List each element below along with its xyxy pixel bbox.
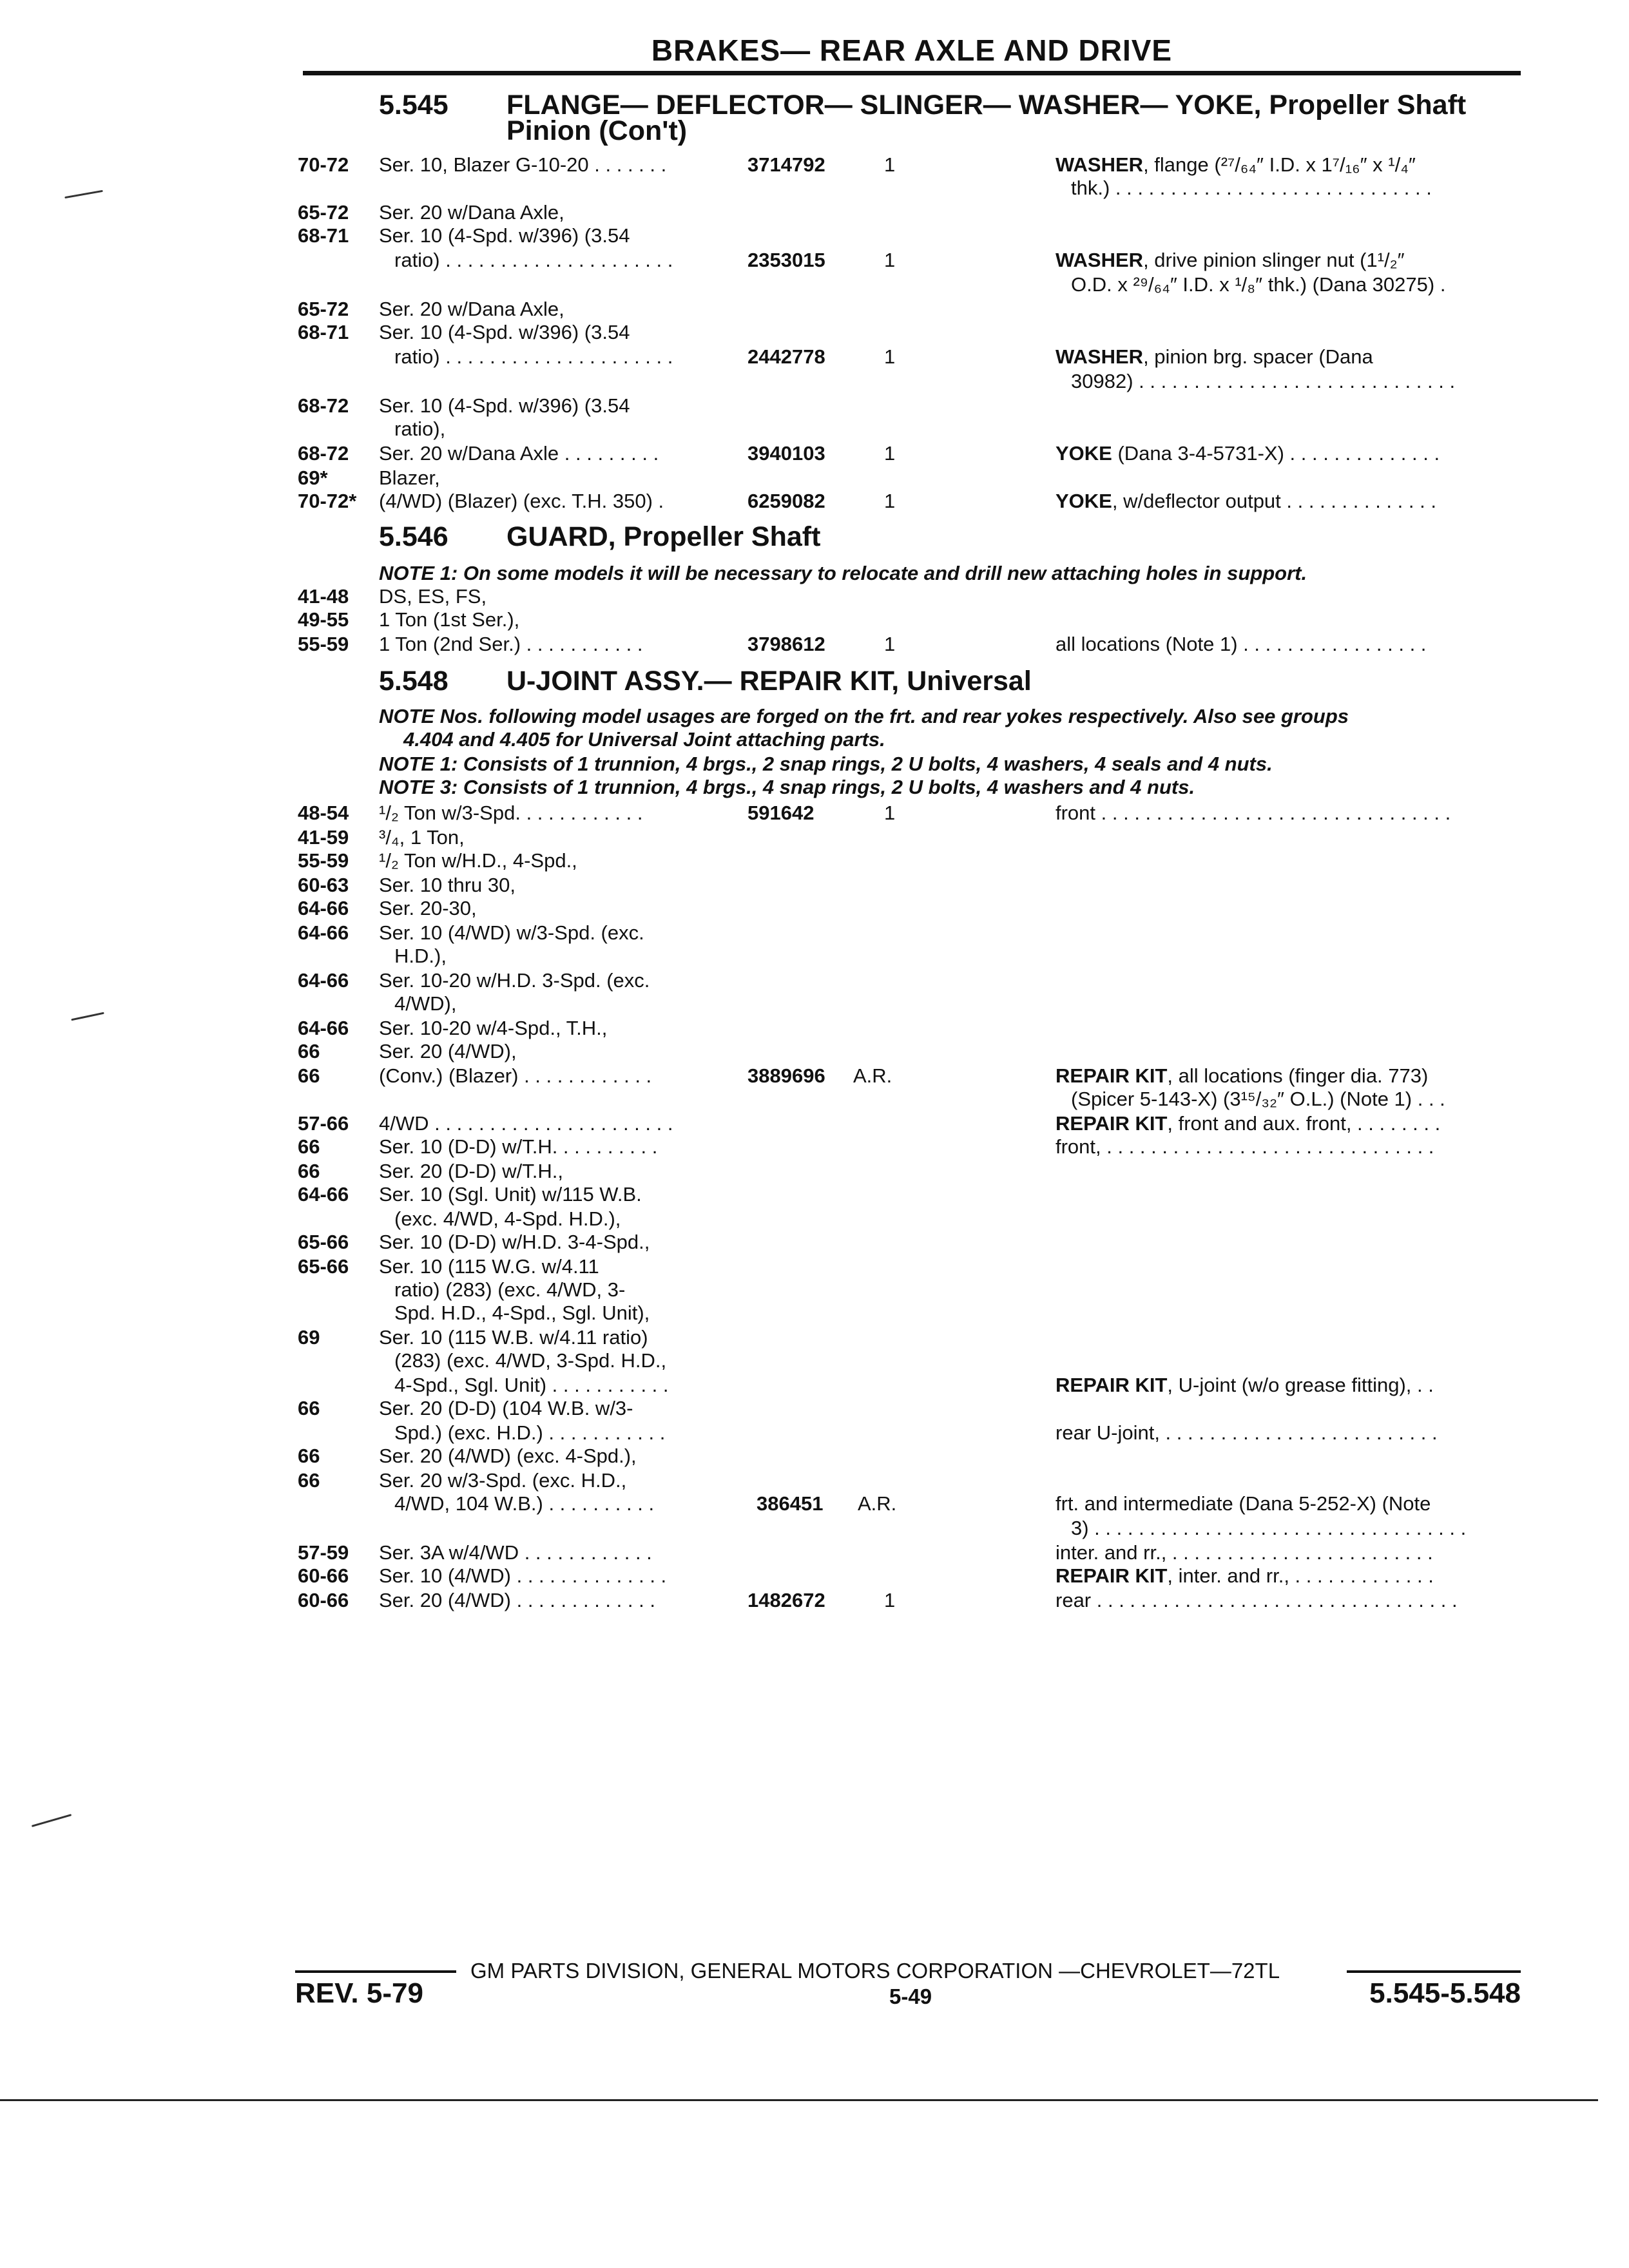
scan-mark <box>71 1012 104 1021</box>
description-cont: O.D. x ²⁹/₆₄″ I.D. x ¹/₈″ thk.) (Dana 30275) . <box>1071 273 1446 296</box>
model-usage: Ser. 10 (4-Spd. w/396) (3.54 <box>379 321 630 343</box>
year-range: 60-63 <box>298 874 349 896</box>
year-range: 66 <box>298 1135 320 1158</box>
year-range: 64-66 <box>298 921 349 944</box>
model-usage: ¹/₂ Ton w/H.D., 4-Spd., <box>379 849 577 872</box>
year-range: 65-66 <box>298 1255 349 1278</box>
model-usage: Ser. 20 w/3-Spd. (exc. H.D., <box>379 1469 627 1492</box>
model-usage: Ser. 10 thru 30, <box>379 874 516 896</box>
page-header-title: BRAKES— REAR AXLE AND DRIVE <box>651 34 1173 67</box>
model-usage-cont: 4-Spd., Sgl. Unit) . . . . . . . . . . . <box>394 1374 669 1396</box>
model-usage: Ser. 20 w/Dana Axle, <box>379 298 564 320</box>
description-cont: 3) . . . . . . . . . . . . . . . . . . . . . . . . . . . . . . . . . . <box>1071 1517 1467 1539</box>
year-range: 66 <box>298 1469 320 1492</box>
footer-page-number: 5-49 <box>889 1984 932 2008</box>
description-cont: (Spicer 5-143-X) (3¹⁵/₃₂″ O.L.) (Note 1) . . . <box>1071 1088 1445 1110</box>
description: front . . . . . . . . . . . . . . . . . . . . . . . . . . . . . . . . <box>1055 802 1451 824</box>
model-usage: Ser. 10 (4-Spd. w/396) (3.54 <box>379 394 630 417</box>
year-range: 66 <box>298 1064 320 1087</box>
model-usage: Blazer, <box>379 466 440 489</box>
model-usage-cont: ratio) . . . . . . . . . . . . . . . . . . . . . <box>394 249 673 271</box>
section-number: 5.546 <box>379 521 448 552</box>
part-number: 1482672 <box>747 1589 825 1611</box>
model-usage: Ser. 10-20 w/H.D. 3-Spd. (exc. <box>379 969 650 992</box>
model-usage: Ser. 10 (D-D) w/H.D. 3-4-Spd., <box>379 1231 650 1253</box>
model-usage: Ser. 20 (D-D) (104 W.B. w/3- <box>379 1397 633 1419</box>
year-range: 64-66 <box>298 1183 349 1206</box>
model-usage: Ser. 3A w/4/WD . . . . . . . . . . . . <box>379 1541 652 1564</box>
part-number: 3798612 <box>747 633 825 655</box>
footer-publisher: GM PARTS DIVISION, GENERAL MOTORS CORPORATION —CHEVROLET—72TL <box>470 1959 1280 1983</box>
model-usage: Ser. 20 (4/WD) (exc. 4-Spd.), <box>379 1445 637 1467</box>
year-range: 69 <box>298 1326 320 1349</box>
model-usage-cont: H.D.), <box>394 945 447 967</box>
part-number: 6259082 <box>747 490 825 512</box>
model-usage: Ser. 10 (4/WD) . . . . . . . . . . . . . . <box>379 1564 667 1587</box>
year-range: 65-72 <box>298 201 349 224</box>
description: all locations (Note 1) . . . . . . . . . . . . . . . . . <box>1055 633 1427 655</box>
description: REPAIR KIT, U-joint (w/o grease fitting), . . <box>1055 1374 1434 1396</box>
section-note: NOTE 1: Consists of 1 trunnion, 4 brgs., 2 snap rings, 2 U bolts, 4 washers, 4 seals and 4 nuts. <box>379 753 1273 775</box>
section-note: NOTE Nos. following model usages are forged on the frt. and rear yokes respectively. Also see groups <box>379 705 1349 727</box>
year-range: 64-66 <box>298 1017 349 1039</box>
year-range: 68-72 <box>298 394 349 417</box>
year-range: 41-48 <box>298 585 349 608</box>
model-usage: Ser. 20 w/Dana Axle . . . . . . . . . <box>379 442 659 465</box>
part-number: 591642 <box>747 802 815 824</box>
model-usage: DS, ES, FS, <box>379 585 487 608</box>
description: REPAIR KIT, all locations (finger dia. 773) <box>1055 1064 1429 1087</box>
description: REPAIR KIT, front and aux. front, . . . . . . . . <box>1055 1112 1441 1135</box>
part-number: 2353015 <box>747 249 825 271</box>
year-range: 65-66 <box>298 1231 349 1253</box>
quantity: 1 <box>884 1589 896 1611</box>
quantity: 1 <box>884 345 896 368</box>
part-number: 3940103 <box>747 442 825 465</box>
year-range: 55-59 <box>298 849 349 872</box>
section-note: NOTE 1: On some models it will be necessary to relocate and drill new attaching holes in support. <box>379 562 1307 584</box>
model-usage-cont: 4/WD, 104 W.B.) . . . . . . . . . . <box>394 1492 655 1515</box>
model-usage: (4/WD) (Blazer) (exc. T.H. 350) . <box>379 490 664 512</box>
footer-revision: REV. 5-79 <box>295 1977 423 2009</box>
model-usage-cont: Spd.) (exc. H.D.) . . . . . . . . . . . <box>394 1421 666 1444</box>
header-rule <box>303 71 1521 75</box>
model-usage: Ser. 10 (D-D) w/T.H. . . . . . . . . . <box>379 1135 658 1158</box>
scan-mark <box>32 1814 72 1827</box>
description: REPAIR KIT, inter. and rr., . . . . . . . . . . . . . <box>1055 1564 1434 1587</box>
section-note: NOTE 3: Consists of 1 trunnion, 4 brgs., 4 snap rings, 2 U bolts, 4 washers and 4 nuts. <box>379 776 1195 798</box>
model-usage: Ser. 10, Blazer G-10-20 . . . . . . . <box>379 153 667 176</box>
description: YOKE (Dana 3-4-5731-X) . . . . . . . . . . . . . . <box>1055 442 1440 465</box>
model-usage: (Conv.) (Blazer) . . . . . . . . . . . . <box>379 1064 652 1087</box>
year-range: 66 <box>298 1040 320 1062</box>
section-title: FLANGE— DEFLECTOR— SLINGER— WASHER— YOKE, Propeller Shaft <box>506 90 1467 120</box>
section-number: 5.545 <box>379 90 448 120</box>
year-range: 65-72 <box>298 298 349 320</box>
model-usage: Ser. 10 (115 W.G. w/4.11 <box>379 1255 599 1278</box>
description: rear U-joint, . . . . . . . . . . . . . . . . . . . . . . . . . <box>1055 1421 1438 1444</box>
year-range: 49-55 <box>298 608 349 631</box>
model-usage: Ser. 10 (115 W.B. w/4.11 ratio) <box>379 1326 648 1349</box>
description: inter. and rr., . . . . . . . . . . . . . . . . . . . . . . . . <box>1055 1541 1433 1564</box>
model-usage: Ser. 10 (4/WD) w/3-Spd. (exc. <box>379 921 644 944</box>
year-range: 55-59 <box>298 633 349 655</box>
model-usage: Ser. 20-30, <box>379 897 477 919</box>
quantity: A.R. <box>853 1064 892 1087</box>
quantity: 1 <box>884 249 896 271</box>
quantity: 1 <box>884 490 896 512</box>
year-range: 68-72 <box>298 442 349 465</box>
model-usage-cont: ratio) . . . . . . . . . . . . . . . . . . . . . <box>394 345 673 368</box>
scan-edge-line <box>0 2099 1598 2101</box>
model-usage: Ser. 10-20 w/4-Spd., T.H., <box>379 1017 608 1039</box>
description: rear . . . . . . . . . . . . . . . . . . . . . . . . . . . . . . . . . <box>1055 1589 1458 1611</box>
year-range: 68-71 <box>298 224 349 247</box>
section-title: U-JOINT ASSY.— REPAIR KIT, Universal <box>506 666 1032 697</box>
section-number: 5.548 <box>379 666 448 697</box>
part-number: 386451 <box>757 1492 824 1515</box>
model-usage: Ser. 20 (D-D) w/T.H., <box>379 1160 563 1182</box>
section-note-cont: 4.404 and 4.405 for Universal Joint attaching parts. <box>403 728 885 751</box>
quantity: 1 <box>884 633 896 655</box>
model-usage-cont: (exc. 4/WD, 4-Spd. H.D.), <box>394 1207 621 1230</box>
model-usage-cont: ratio) (283) (exc. 4/WD, 3- <box>394 1278 626 1301</box>
footer-rule-left <box>295 1970 456 1973</box>
year-range: 60-66 <box>298 1589 349 1611</box>
year-range: 48-54 <box>298 802 349 824</box>
year-range: 66 <box>298 1397 320 1419</box>
description: frt. and intermediate (Dana 5-252-X) (Note <box>1055 1492 1431 1515</box>
year-range: 57-59 <box>298 1541 349 1564</box>
model-usage: Ser. 20 (4/WD) . . . . . . . . . . . . . <box>379 1589 655 1611</box>
model-usage: 1 Ton (1st Ser.), <box>379 608 520 631</box>
description: front, . . . . . . . . . . . . . . . . . . . . . . . . . . . . . . <box>1055 1135 1434 1158</box>
model-usage: 4/WD . . . . . . . . . . . . . . . . . . . . . . <box>379 1112 673 1135</box>
model-usage-cont: (283) (exc. 4/WD, 3-Spd. H.D., <box>394 1349 667 1372</box>
description-cont: thk.) . . . . . . . . . . . . . . . . . . . . . . . . . . . . . <box>1071 177 1432 199</box>
description-cont: 30982) . . . . . . . . . . . . . . . . . . . . . . . . . . . . . <box>1071 370 1456 392</box>
model-usage: ¹/₂ Ton w/3-Spd. . . . . . . . . . . . <box>379 802 643 824</box>
quantity: A.R. <box>858 1492 897 1515</box>
scan-mark <box>64 190 103 198</box>
year-range: 68-71 <box>298 321 349 343</box>
description: WASHER, pinion brg. spacer (Dana <box>1055 345 1373 368</box>
model-usage-cont: Spd. H.D., 4-Spd., Sgl. Unit), <box>394 1302 650 1324</box>
quantity: 1 <box>884 153 896 176</box>
model-usage: ³/₄, 1 Ton, <box>379 826 465 849</box>
quantity: 1 <box>884 442 896 465</box>
year-range: 66 <box>298 1160 320 1182</box>
year-range: 57-66 <box>298 1112 349 1135</box>
model-usage: 1 Ton (2nd Ser.) . . . . . . . . . . . <box>379 633 643 655</box>
section-title-cont: Pinion (Con't) <box>506 115 688 146</box>
part-number: 2442778 <box>747 345 825 368</box>
model-usage: Ser. 20 (4/WD), <box>379 1040 517 1062</box>
description: WASHER, flange (²⁷/₆₄″ I.D. x 1⁷/₁₆″ x ¹/₄″ <box>1055 153 1416 176</box>
year-range: 70-72* <box>298 490 357 512</box>
part-number: 3714792 <box>747 153 825 176</box>
year-range: 41-59 <box>298 826 349 849</box>
model-usage-cont: ratio), <box>394 418 446 440</box>
model-usage: Ser. 10 (4-Spd. w/396) (3.54 <box>379 224 630 247</box>
year-range: 66 <box>298 1445 320 1467</box>
model-usage: Ser. 20 w/Dana Axle, <box>379 201 564 224</box>
year-range: 64-66 <box>298 969 349 992</box>
footer-section-range: 5.545-5.548 <box>1369 1977 1521 2009</box>
model-usage-cont: 4/WD), <box>394 992 457 1015</box>
footer-rule-right <box>1347 1970 1521 1973</box>
model-usage: Ser. 10 (Sgl. Unit) w/115 W.B. <box>379 1183 642 1206</box>
description: WASHER, drive pinion slinger nut (1¹/₂″ <box>1055 249 1405 271</box>
year-range: 70-72 <box>298 153 349 176</box>
year-range: 69* <box>298 466 328 489</box>
part-number: 3889696 <box>747 1064 825 1087</box>
year-range: 64-66 <box>298 897 349 919</box>
description: YOKE, w/deflector output . . . . . . . . . . . . . . <box>1055 490 1436 512</box>
year-range: 60-66 <box>298 1564 349 1587</box>
section-title: GUARD, Propeller Shaft <box>506 521 821 552</box>
quantity: 1 <box>884 802 896 824</box>
